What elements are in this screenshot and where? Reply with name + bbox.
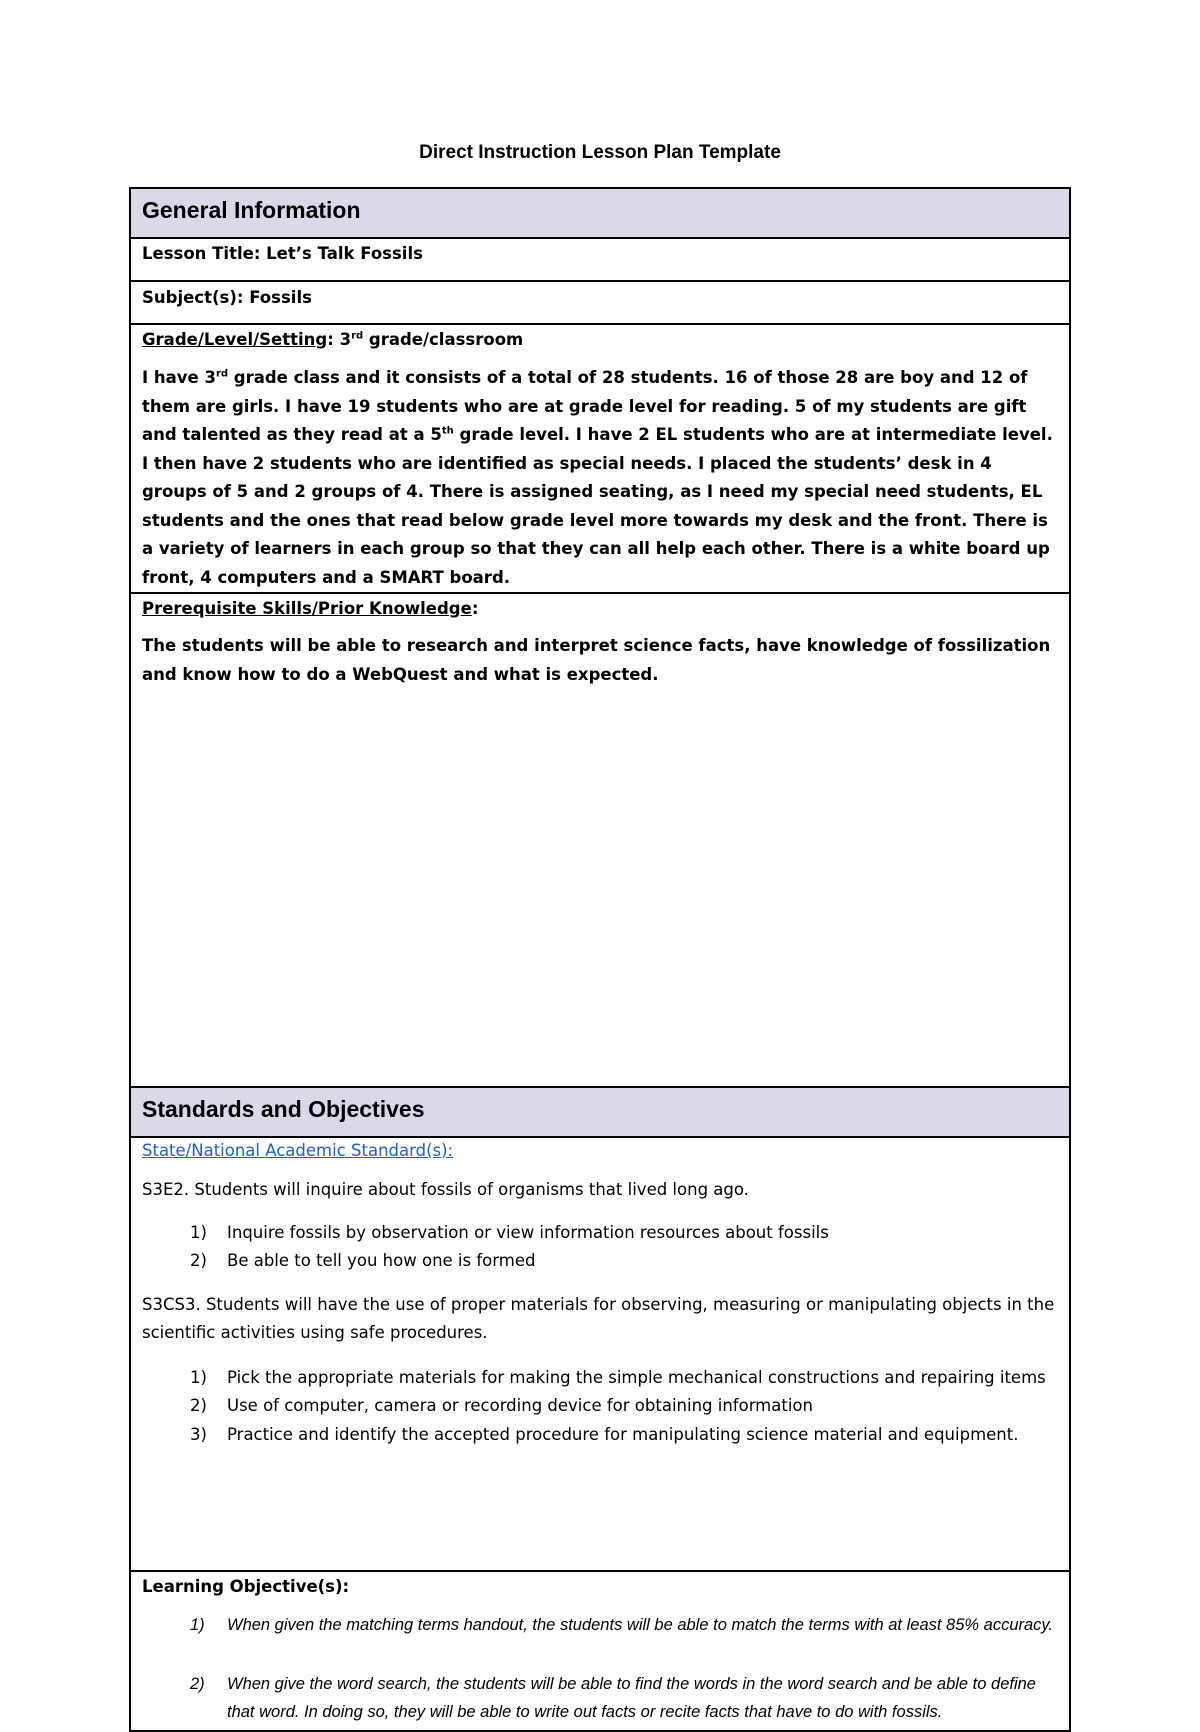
learning-objectives-list <box>142 1611 1058 1727</box>
prerequisite-row <box>130 593 1070 1087</box>
prerequisite-heading: Prerequisite Skills/Prior Knowledge: <box>142 599 479 618</box>
standard-s3e2: S3E2. Students will inquire about fossils of organisms that lived long ago. <box>142 1180 749 1199</box>
s3e2-list <box>142 1219 1058 1276</box>
subjects: Subject(s): Fossils <box>142 288 312 307</box>
grade-setting-row <box>130 324 1070 593</box>
document-title: Direct Instruction Lesson Plan Template <box>419 142 781 163</box>
standards-row <box>130 1137 1070 1571</box>
list-item: 2) Be able to tell you how one is formed <box>190 1251 536 1270</box>
grade-level-setting-label: Grade/Level/Setting <box>142 330 328 349</box>
standard-s3cs3: S3CS3. Students will have the use of proper materials for observing, measuring or manipulating objects in the scientific activities using safe procedures. <box>142 1294 1055 1342</box>
list-item: 1) When given the matching terms handout, the students will be able to match the terms with at least 85% accuracy. <box>190 1616 1054 1634</box>
lesson-title-row <box>130 238 1070 281</box>
lesson-title: Lesson Title: Let’s Talk Fossils <box>142 244 423 263</box>
learning-objectives-row <box>130 1571 1070 1731</box>
lesson-plan-table <box>129 187 1071 1732</box>
grade-level-setting: Grade/Level/Setting: 3rd grade/classroom <box>142 330 524 349</box>
general-information-header: General Information <box>142 197 361 223</box>
class-setting-description: I have 3rd grade class and it consists of a total of 28 students. 16 of those 28 are boy and 12 of them are girls. I have 19 students who are at grade level for reading. 5 of my students are gift and talented as they read at a 5th grade level. I have 2 EL students who are at intermediate level. I then have 2 students who are identified as special needs. I placed the students’ desk in 4 groups of 5 and 2 groups of 4. There is assigned seating, as I need my special need students, EL students and the ones that read below grade level more towards my desk and the front. There is a variety of learners in each group so that they can all help each other. There is a white board up front, 4 computers and a SMART board. <box>142 368 1053 587</box>
list-item: 2) Use of computer, camera or recording device for obtaining information <box>190 1396 813 1415</box>
subjects-row <box>130 281 1070 324</box>
s3cs3-list <box>142 1364 1058 1450</box>
list-item: 2) When give the word search, the students will be able to find the words in the word search and be able to define that word. In doing so, they will be able to write out facts or recite facts that have to do with fossils. <box>190 1674 1036 1721</box>
prerequisite-text: The students will be able to research and interpret science facts, have knowledge of fossilization and know how to do a WebQuest and what is expected. <box>142 636 1051 684</box>
general-information-header-row <box>130 188 1070 238</box>
academic-standards-link[interactable]: State/National Academic Standard(s): <box>142 1141 454 1160</box>
list-item: 1) Inquire fossils by observation or view information resources about fossils <box>190 1222 829 1242</box>
learning-objectives-label: Learning Objective(s): <box>142 1577 350 1596</box>
list-item: 1) Pick the appropriate materials for making the simple mechanical constructions and repairing items <box>190 1367 1046 1387</box>
list-item: 3) Practice and identify the accepted procedure for manipulating science material and equipment. <box>190 1424 1019 1444</box>
standards-objectives-header: Standards and Objectives <box>142 1096 425 1122</box>
standards-header-row <box>130 1087 1070 1137</box>
